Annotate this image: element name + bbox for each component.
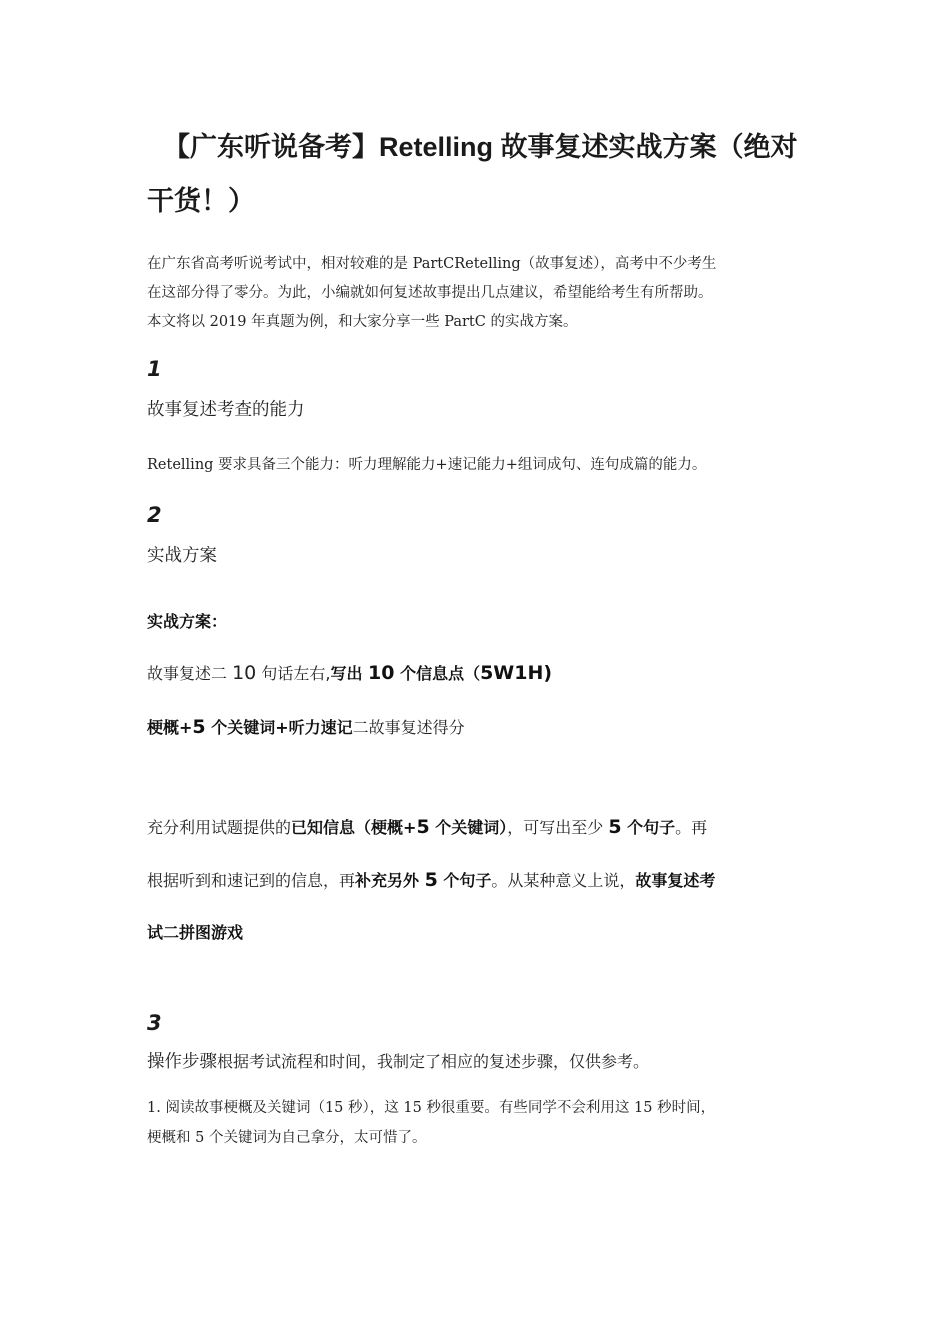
step-1-line-2: 梗概和 5 个关键词为自己拿分，太可惜了。 — [147, 1130, 427, 1146]
formula-2-bold-a: 梗概+ — [147, 718, 193, 737]
formula-1-bold-b: 个信息点（ — [394, 664, 481, 683]
para-1-bold-a: 已知信息（梗概+ — [291, 818, 417, 837]
intro-line-2: 在这部分得了零分。为此，小编就如何复述故事提出几点建议，希望能给考生有所帮助。 — [147, 285, 713, 301]
para-1-bold-c: 个句子 — [621, 818, 676, 837]
formula-1-bold-c: ) — [543, 662, 553, 684]
section-3-heading — [147, 1050, 649, 1074]
section-1-number: 1 — [147, 357, 162, 381]
para-1-text-c: 。再 — [675, 818, 708, 837]
para-1-bold-b: 个关键词） — [429, 818, 508, 837]
formula-1-bold-a: 写出 — [330, 664, 369, 683]
formula-line-2 — [147, 714, 807, 741]
formula-2-text: 二故事复述得分 — [352, 718, 465, 737]
formula-1-text-b: 句话左右, — [256, 664, 331, 683]
step-1-line-1: 1. 阅读故事梗概及关键词（15 秒），这 15 秒很重要。有些同学不会利用这 15 秒时间， — [147, 1100, 716, 1116]
section-1-body: Retelling 要求具备三个能力：听力理解能力+速记能力+组词成句、连句成篇的能力。 — [147, 457, 707, 473]
para-1-text-a: 充分利用试题提供的 — [147, 818, 292, 837]
section-3-heading-desc: 根据考试流程和时间，我制定了相应的复述步骤，仅供参考。 — [217, 1052, 650, 1071]
section-3-number: 3 — [147, 1011, 162, 1035]
section-2-heading: 实战方案 — [147, 546, 217, 566]
formula-2-number: 5 — [192, 716, 206, 738]
section-1-heading: 故事复述考查的能力 — [147, 400, 305, 420]
intro-line-3: 本文将以 2019 年真题为例，和大家分享一些 PartC 的实战方案。 — [147, 314, 578, 330]
section-3-heading-title: 操作步骤 — [147, 1052, 217, 1072]
formula-2-bold-b: 个关键词+听力速记 — [205, 718, 353, 737]
formula-1-number-a: 10 — [232, 662, 257, 684]
para-2-bold-a: 补充另外 — [355, 871, 425, 890]
step-1-paragraph — [147, 1093, 807, 1153]
title-line-1: 【广东听说备考】Retelling 故事复述实战方案（绝对 — [163, 132, 798, 162]
formula-line-1 — [147, 660, 807, 687]
para-2-text-b: 。从某种意义上说， — [491, 871, 636, 890]
para-1-number-b: 5 — [608, 816, 622, 838]
para-1-text-b: ，可写出至少 — [507, 818, 609, 837]
section-2-para-line-2 — [147, 867, 807, 894]
formula-1-number-b: 10 — [368, 662, 395, 684]
para-2-number: 5 — [424, 869, 438, 891]
section-2-para-line-3: 试二拼图游戏 — [147, 923, 244, 942]
page-title — [147, 120, 807, 228]
section-2-label: 实战方案： — [147, 612, 228, 631]
intro-line-1: 在广东省高考听说考试中，相对较难的是 PartCRetelling（故事复述），高考中不少考生 — [147, 256, 717, 272]
intro-paragraph — [147, 250, 807, 337]
title-line-2: 干货！） — [147, 186, 255, 216]
section-2-number: 2 — [147, 503, 162, 527]
para-1-number-a: 5 — [416, 816, 430, 838]
para-2-bold-c: 故事复述考 — [635, 871, 716, 890]
formula-1-number-c: 5W1H — [480, 662, 544, 684]
section-2-para-line-1 — [147, 814, 807, 841]
formula-1-text-a: 故事复述二 — [147, 664, 233, 683]
para-2-text-a: 根据听到和速记到的信息，再 — [147, 871, 356, 890]
para-2-bold-b: 个句子 — [437, 871, 492, 890]
